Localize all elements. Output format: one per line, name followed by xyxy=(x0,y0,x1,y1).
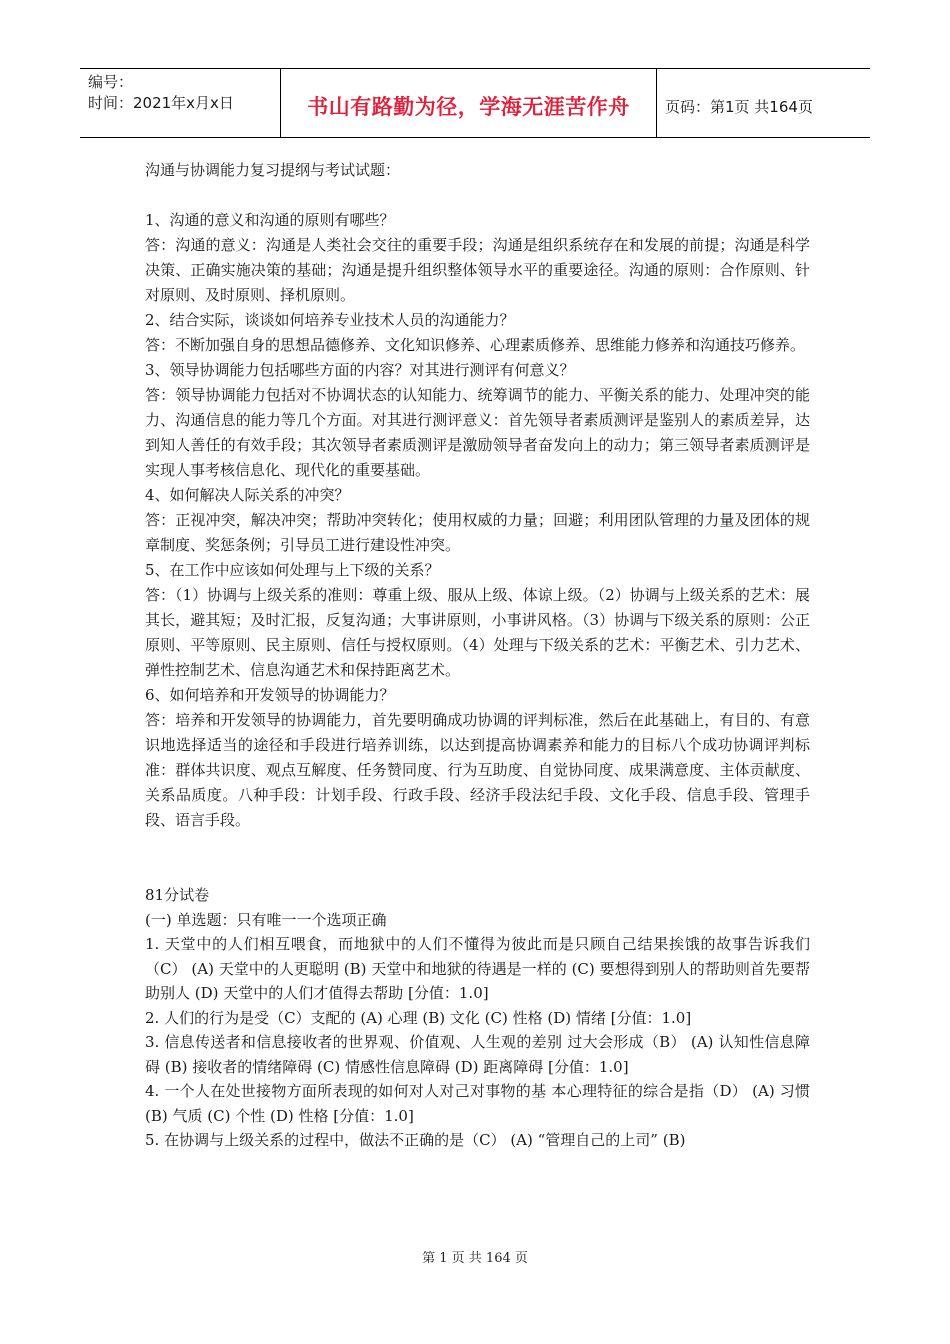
question-5: 5、在工作中应该如何处理与上下级的关系？ xyxy=(145,561,440,579)
answer-1: 答：沟通的意义：沟通是人类社会交往的重要手段；沟通是组织系统存在和发展的前提；沟通是科学决策、正确实施决策的基础；沟通是提升组织整体领导水平的重要途径。沟通的原则：合作原则、针对原则、及时原则、择机原则。 xyxy=(145,236,810,304)
page-footer: 第 1 页 共 164 页 xyxy=(422,1251,528,1266)
answer-4: 答：正视冲突，解决冲突；帮助冲突转化；使用权威的力量；回避；利用团队管理的力量及团体的规章制度、奖惩条例；引导员工进行建设性冲突。 xyxy=(145,511,810,554)
question-1: 1、沟通的意义和沟通的原则有哪些？ xyxy=(145,211,395,229)
header-motto: 书山有路勤为径，学海无涯苦作舟 xyxy=(307,95,630,119)
document-date-label: 时间：2021年x月x日 xyxy=(88,94,234,112)
exam-question-4: 4. 一个人在处世接物方面所表现的如何对人对己对事物的基 本心理特征的综合是指（D） (A) 习惯 (B) 气质 (C) 个性 (D) 性格 [分值：1.0] xyxy=(145,1082,810,1125)
exam-title: 81分试卷 xyxy=(145,886,210,904)
document-number-label: 编号： xyxy=(88,73,134,91)
answer-2: 答：不断加强自身的思想品德修养、文化知识修养、心理素质修养、思维能力修养和沟通技巧修养。 xyxy=(145,336,806,354)
exam-section-heading: (一) 单选题：只有唯一一个选项正确 xyxy=(145,910,387,929)
question-2: 2、结合实际，谈谈如何培养专业技术人员的沟通能力？ xyxy=(145,311,515,329)
header-page-cell xyxy=(657,69,870,137)
exam-section xyxy=(145,883,810,1153)
exam-question-1: 1. 天堂中的人们相互喂食，而地狱中的人们不懂得为彼此而是只顾自己结果挨饿的故事告诉我们（C） (A) 天堂中的人更聪明 (B) 天堂中和地狱的待遇是一样的 (C) 要想得到别人的帮助则首先要帮助别人 (D) 天堂中的人们才值得去帮助 [分值：1.0] xyxy=(145,935,810,1002)
question-6: 6、如何培养和开发领导的协调能力？ xyxy=(145,686,395,704)
answer-3: 答：领导协调能力包括对不协调状态的认知能力、统筹调节的能力、平衡关系的能力、处理冲突的能力、沟通信息的能力等几个方面。对其进行测评意义：首先领导者素质测评是鉴别人的素质差异，达到知人善任的有效手段；其次领导者素质测评是激励领导者奋发向上的动力；第三领导者素质测评是实现人事考核信息化、现代化的重要基础。 xyxy=(145,386,810,479)
header-page-label: 页码：第1页 共164页 xyxy=(665,97,813,116)
page-header xyxy=(80,68,870,138)
exam-question-3: 3. 信息传送者和信息接收者的世界观、价值观、人生观的差别 过大会形成（B） (A) 认知性信息障碍 (B) 接收者的情绪障碍 (C) 情感性信息障碍 (D) 距离障碍 [分值：1.0] xyxy=(145,1033,810,1076)
exam-question-5: 5. 在协调与上级关系的过程中，做法不正确的是（C） (A) “管理自己的上司” (B) xyxy=(145,1131,686,1149)
question-3: 3、领导协调能力包括哪些方面的内容？对其进行测评有何意义？ xyxy=(145,361,575,379)
exam-question-2: 2. 人们的行为是受（C）支配的 (A) 心理 (B) 文化 (C) 性格 (D) 情绪 [分值：1.0] xyxy=(145,1008,692,1027)
question-4: 4、如何解决人际关系的冲突？ xyxy=(145,486,350,504)
document-title: 沟通与协调能力复习提纲与考试试题： xyxy=(145,161,401,179)
header-meta xyxy=(80,69,281,137)
answer-6: 答：培养和开发领导的协调能力，首先要明确成功协调的评判标准，然后在此基础上，有目的、有意识地选择适当的途径和手段进行培养训练，以达到提高协调素养和能力的目标八个成功协调评判标准：群体共识度、观点互解度、任务赞同度、行为互助度、自觉协同度、成果满意度、主体贡献度、关系品质度。八种手段：计划手段、行政手段、经济手段法纪手段、文化手段、信息手段、管理手段、语言手段。 xyxy=(145,711,810,829)
answer-5: 答：（1）协调与上级关系的准则：尊重上级、服从上级、体谅上级。（2）协调与上级关系的艺术：展其长，避其短；及时汇报，反复沟通；大事讲原则，小事讲风格。（3）协调与下级关系的原则：公正原则、平等原则、民主原则、信任与授权原则。（4）处理与下级关系的艺术：平衡艺术、引力艺术、弹性控制艺术、信息沟通艺术和保持距离艺术。 xyxy=(145,586,810,679)
document-body xyxy=(145,158,810,1153)
header-motto-cell xyxy=(281,69,657,137)
